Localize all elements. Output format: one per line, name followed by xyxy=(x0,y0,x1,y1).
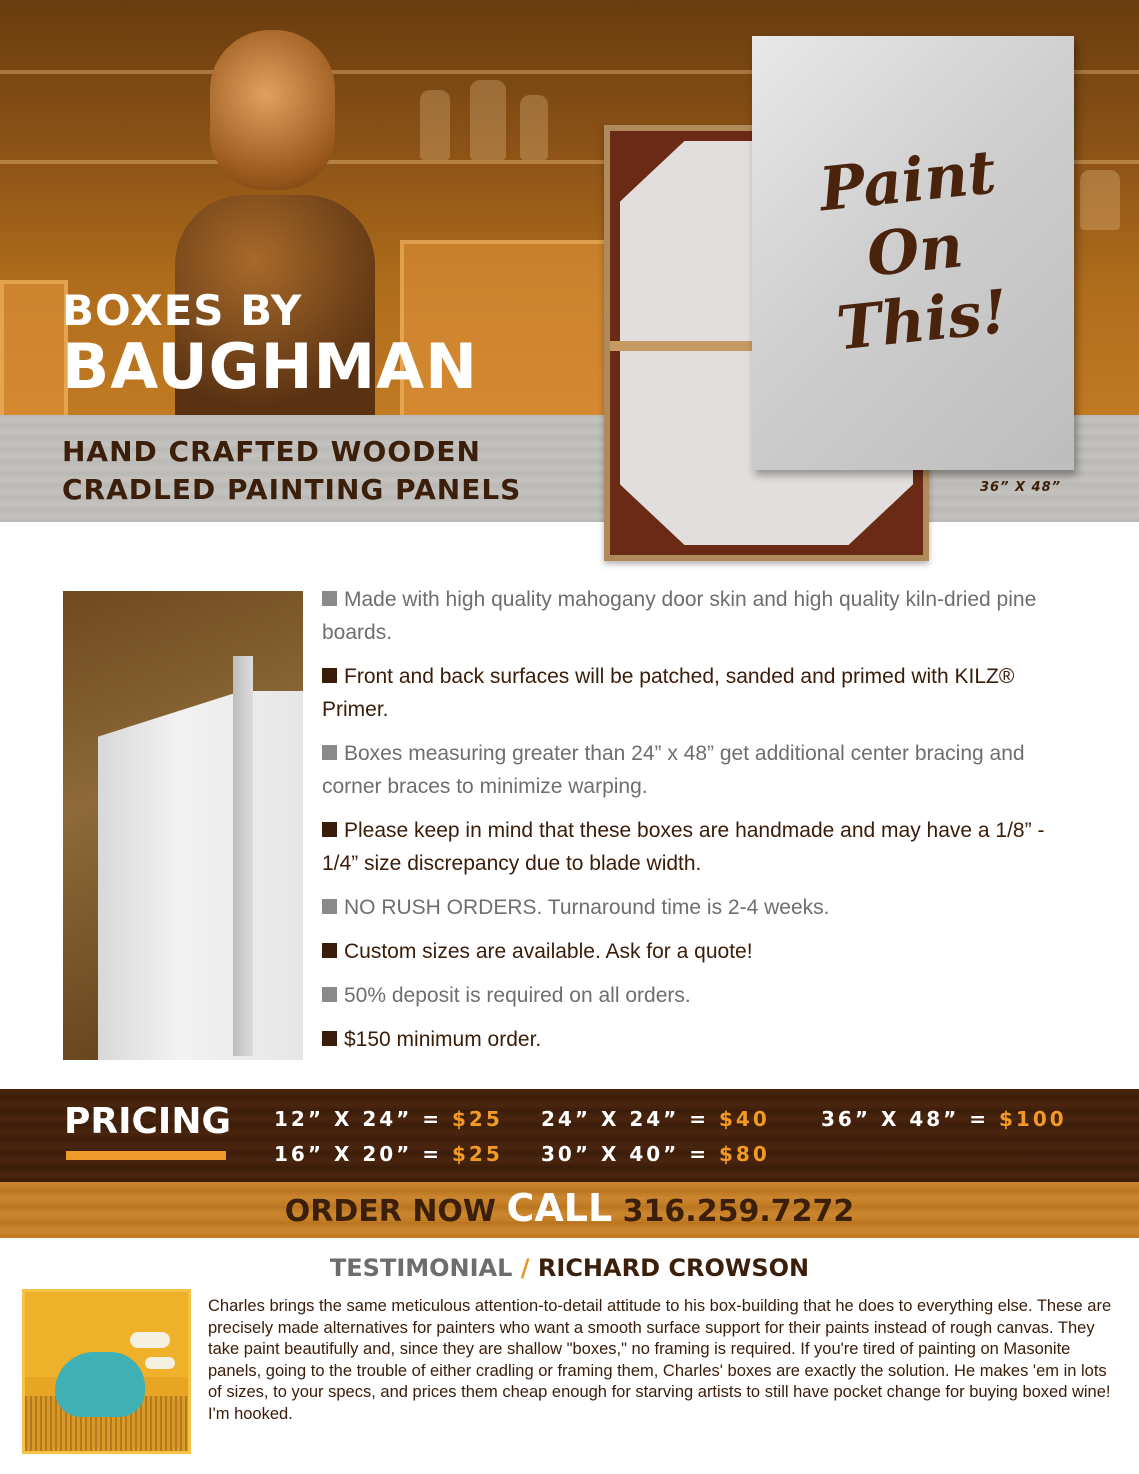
portrait-head xyxy=(210,30,335,190)
feature-text: NO RUSH ORDERS. Turnaround time is 2-4 weeks. xyxy=(344,896,830,919)
bottle xyxy=(520,95,548,160)
brand-title xyxy=(62,286,479,403)
tagline xyxy=(62,433,521,509)
script-line1: Paint xyxy=(816,137,1000,226)
panel-size-label: 36” X 48” xyxy=(980,480,1062,495)
feature-text: Boxes measuring greater than 24” x 48” get additional center bracing and corner braces to minimize warping. xyxy=(322,742,1025,798)
box-face xyxy=(98,691,303,1060)
brand-title-line2: BAUGHMAN xyxy=(62,330,479,403)
order-phone: 316.259.7272 xyxy=(622,1194,855,1229)
price-size: 36” X 48” = xyxy=(821,1107,990,1131)
feature-text: 50% deposit is required on all orders. xyxy=(344,984,691,1007)
wooden-box xyxy=(0,280,68,415)
bottle xyxy=(420,90,450,160)
testimonial-label: TESTIMONIAL xyxy=(329,1254,513,1282)
feature-text: Custom sizes are available. Ask for a quote! xyxy=(344,940,753,963)
pricing-underline xyxy=(66,1151,226,1160)
testimonial-author: RICHARD CROWSON xyxy=(537,1254,810,1282)
tagline-line2: CRADLED PAINTING PANELS xyxy=(62,473,522,506)
feature-text: Front and back surfaces will be patched, sanded and primed with KILZ® Primer. xyxy=(322,665,1015,721)
order-call-to-action xyxy=(0,1186,1139,1230)
feature-item xyxy=(322,979,1082,1012)
order-call: CALL xyxy=(506,1186,613,1230)
painting-cloud xyxy=(130,1332,170,1348)
pricing-title: PRICING xyxy=(64,1101,231,1142)
price-item xyxy=(821,1107,1067,1131)
box-edge xyxy=(233,656,253,1056)
price-item xyxy=(274,1142,503,1166)
bullet-square-icon xyxy=(322,822,337,837)
testimonial-separator: / xyxy=(520,1254,530,1282)
feature-item xyxy=(322,1023,1082,1056)
feature-item xyxy=(322,814,1082,880)
bullet-square-icon xyxy=(322,943,337,958)
price-amount: $100 xyxy=(999,1107,1067,1131)
price-size: 30” X 40” = xyxy=(541,1142,710,1166)
testimonial-heading xyxy=(0,1254,1139,1282)
feature-text: $150 minimum order. xyxy=(344,1028,542,1051)
bullet-square-icon xyxy=(322,745,337,760)
feature-item xyxy=(322,935,1082,968)
bullet-square-icon xyxy=(322,1031,337,1046)
painting-bison xyxy=(55,1352,145,1417)
feature-text: Made with high quality mahogany door skin and high quality kiln-dried pine boards. xyxy=(322,588,1037,644)
price-amount: $80 xyxy=(719,1142,770,1166)
feature-item xyxy=(322,737,1082,803)
brand-title-line1: BOXES BY xyxy=(62,286,303,335)
bottle xyxy=(470,80,506,160)
bullet-square-icon xyxy=(322,987,337,1002)
feature-item xyxy=(322,891,1082,924)
price-size: 16” X 20” = xyxy=(274,1142,443,1166)
painting-cloud xyxy=(145,1357,175,1369)
price-amount: $40 xyxy=(719,1107,770,1131)
price-amount: $25 xyxy=(452,1107,503,1131)
price-item xyxy=(541,1107,770,1131)
bullet-square-icon xyxy=(322,668,337,683)
feature-text: Please keep in mind that these boxes are handmade and may have a 1/8” - 1/4” size discrepancy due to blade width. xyxy=(322,819,1045,875)
bullet-square-icon xyxy=(322,899,337,914)
panel-front-image xyxy=(752,36,1074,470)
feature-list xyxy=(322,583,1082,1067)
order-prefix: ORDER NOW xyxy=(284,1194,497,1229)
price-size: 24” X 24” = xyxy=(541,1107,710,1131)
testimonial-quote: Charles brings the same meticulous attention-to-detail attitude to his box-building that he does to everything else. These are precisely made alternatives for painters who want a smooth surface support for their paints instead of rough canvas. They take paint beautifully and, since they are shallow "boxes," no framing is required. If you're tired of painting on Masonite panels, going to the trouble of either cradling or framing them, Charles' boxes are exactly the solution. He makes 'em in lots of sizes, to your specs, and prices them cheap enough for starving artists to still have pocket change for buying boxed wine! I'm hooked. xyxy=(208,1297,1112,1423)
tagline-line1: HAND CRAFTED WOODEN xyxy=(62,435,481,468)
bison-painting-image xyxy=(22,1289,191,1454)
box-corner-photo xyxy=(63,591,303,1060)
price-amount: $25 xyxy=(452,1142,503,1166)
price-size: 12” X 24” = xyxy=(274,1107,443,1131)
price-item xyxy=(274,1107,503,1131)
bottle xyxy=(1080,170,1120,230)
feature-item xyxy=(322,660,1082,726)
feature-item xyxy=(322,583,1082,649)
bullet-square-icon xyxy=(322,591,337,606)
paint-on-this-script xyxy=(770,132,1060,369)
price-item xyxy=(541,1142,770,1166)
script-line2: On This! xyxy=(833,211,1012,365)
